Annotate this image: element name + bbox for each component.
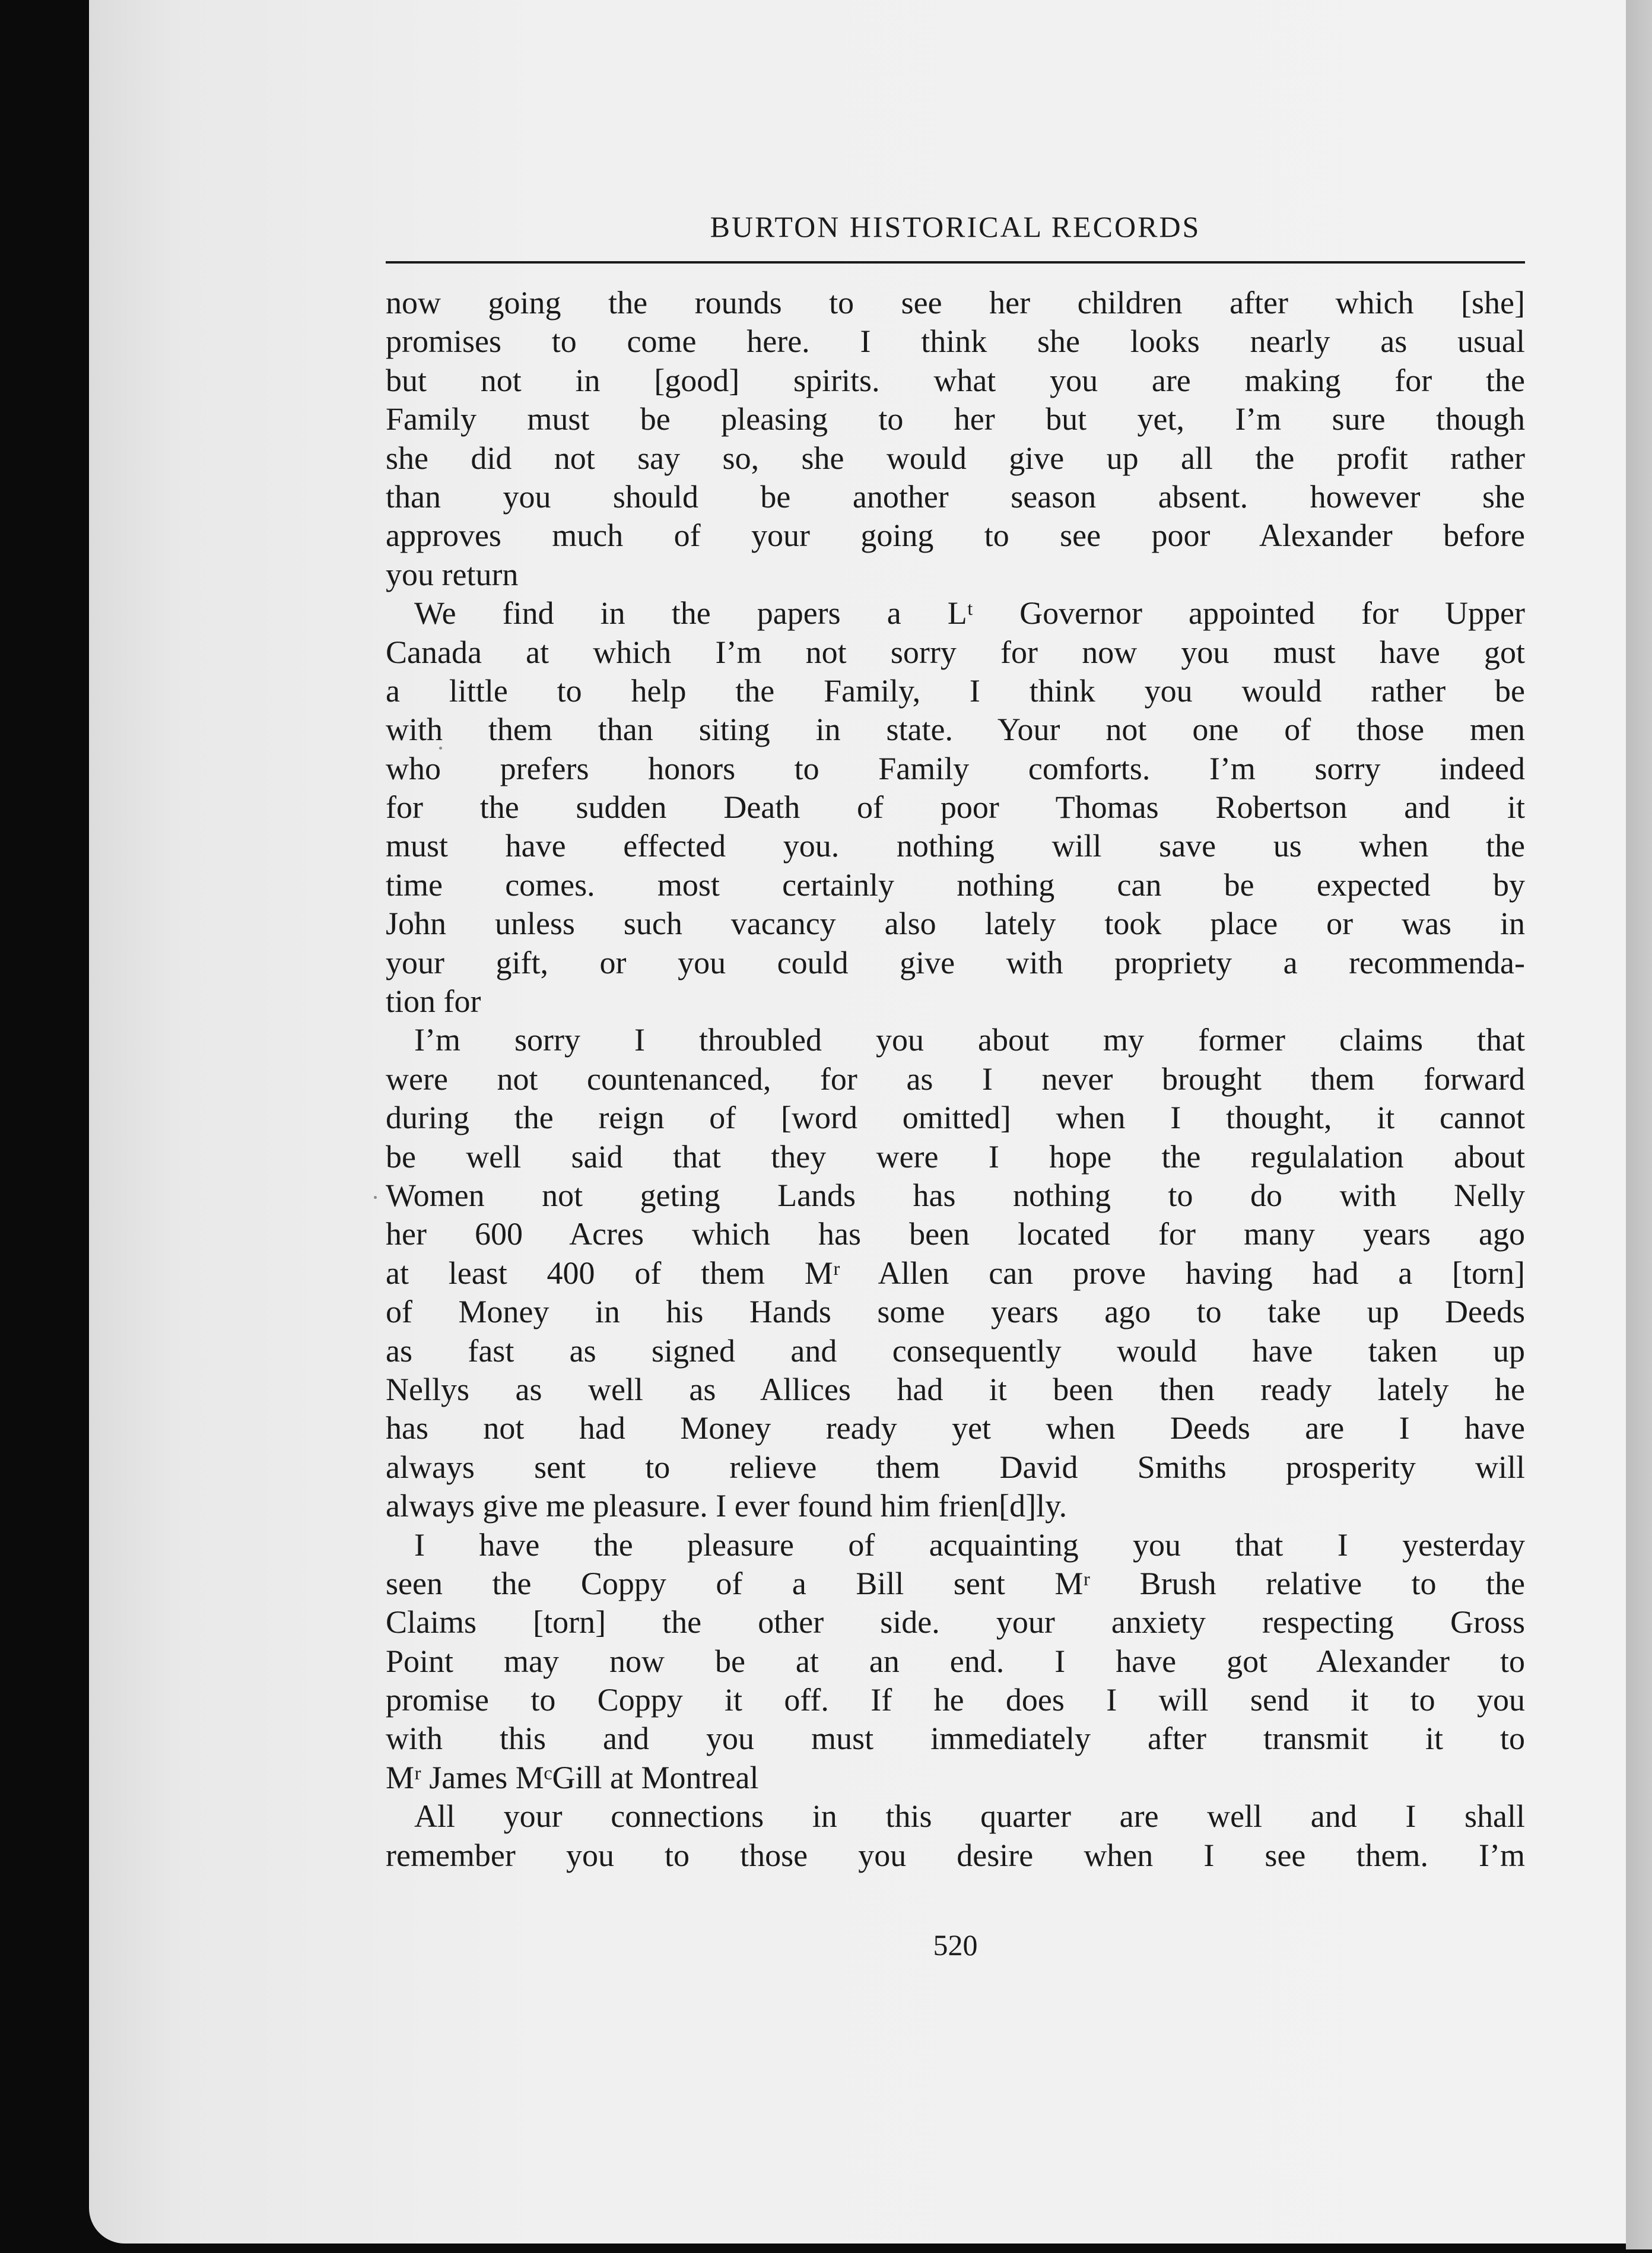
letter-body [386,284,1525,1875]
text-line: with this and you must immediately after transmit it to [386,1721,1525,1757]
text-line: Point may now be at an end. I have got Alexander to [386,1643,1525,1679]
text-line: We find in the papers a Lᵗ Governor appointed for Upper [414,595,1525,632]
text-line: remember you to those you desire when I see them. I’m [386,1837,1525,1873]
text-line: as fast as signed and consequently would have taken up [386,1332,1525,1369]
text-line: Mʳ James MᶜGill at Montreal [386,1759,759,1795]
text-line: must have effected you. nothing will save us when the [386,828,1525,864]
text-line: I’m sorry I throubled you about my former claims that [414,1022,1525,1058]
text-line: seen the Coppy of a Bill sent Mʳ Brush relative to the [386,1565,1525,1601]
paper-fleck [374,1196,377,1199]
text-line: now going the rounds to see her children after which [she] [386,285,1525,321]
text-line: tion for [386,983,481,1020]
text-line: Family must be pleasing to her but yet, I’m sure though [386,401,1525,437]
header-rule [386,261,1525,264]
text-line: All your connections in this quarter are well and I shall [414,1798,1525,1835]
text-line: her 600 Acres which has been located for many years ago [386,1216,1525,1252]
text-line: John unless such vacancy also lately took place or was in [386,906,1525,942]
page-number: 520 [933,1928,978,1962]
text-line: were not countenanced, for as I never brought them forward [386,1061,1525,1097]
text-line: I have the pleasure of acquainting you that I yesterday [414,1527,1525,1563]
text-line: of Money in his Hands some years ago to take up Deeds [386,1294,1525,1330]
text-line: time comes. most certainly nothing can be expected by [386,867,1525,903]
text-line: has not had Money ready yet when Deeds are I have [386,1410,1525,1446]
text-line: Claims [torn] the other side. your anxiety respecting Gross [386,1604,1525,1640]
text-line: during the reign of [word omitted] when I thought, it cannot [386,1100,1525,1136]
page-edge-shadow [1626,0,1652,2249]
text-line: but not in [good] spirits. what you are making for the [386,362,1525,398]
text-line: Canada at which I’m not sorry for now you must have got [386,634,1525,670]
text-line: you return [386,556,519,592]
text-line: promise to Coppy it off. If he does I will send it to you [386,1682,1525,1718]
text-line: than you should be another season absent. however she [386,478,1525,515]
text-line: Nellys as well as Allices had it been then ready lately he [386,1371,1525,1407]
running-header: BURTON HISTORICAL RECORDS [710,210,1201,243]
text-line: a little to help the Family, I think you would rather be [386,672,1525,709]
text-line: always sent to relieve them David Smiths prosperity will [386,1449,1525,1485]
text-line: she did not say so, she would give up all the profit rather [386,440,1525,476]
text-line: with them than siting in state. Your not one of those men [386,712,1525,748]
text-line: promises to come here. I think she looks nearly as usual [386,323,1525,360]
text-line: always give me pleasure. I ever found him frien[d]ly. [386,1488,1068,1524]
text-line: at least 400 of them Mʳ Allen can prove having had a [torn] [386,1255,1525,1291]
text-line: who prefers honors to Family comforts. I’m sorry indeed [386,750,1525,786]
text-line: be well said that they were I hope the regulalation about [386,1138,1525,1175]
text-line: for the sudden Death of poor Thomas Robertson and it [386,789,1525,826]
text-line: approves much of your going to see poor Alexander before [386,518,1525,554]
text-line: Women not geting Lands has nothing to do with Nelly [386,1177,1525,1213]
text-line: your gift, or you could give with propriety a recommenda- [386,944,1525,980]
